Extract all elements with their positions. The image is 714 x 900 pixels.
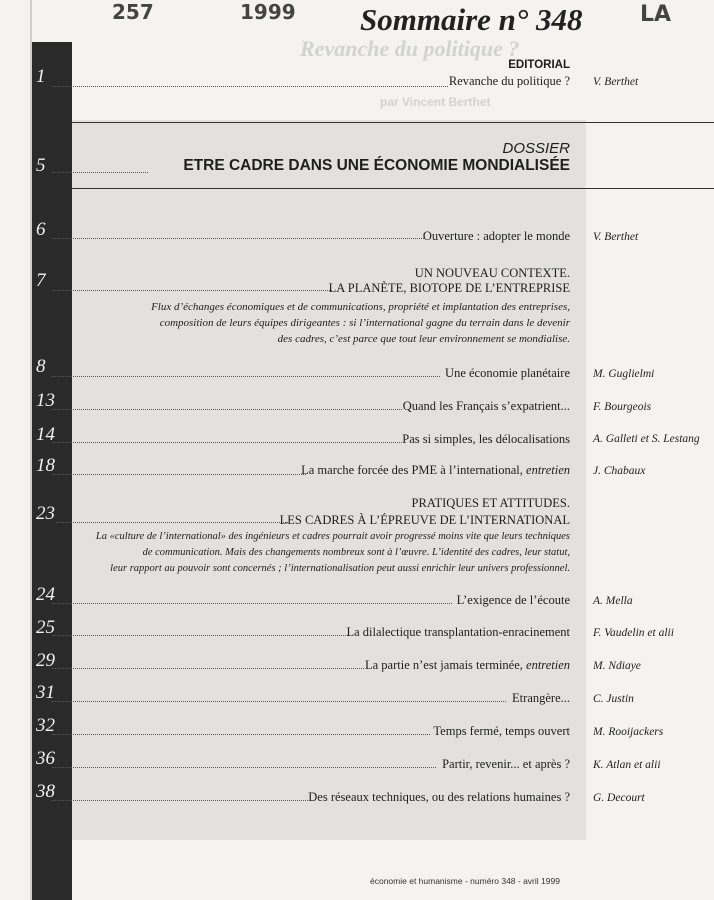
toc-author: M. Guglielmi [593, 368, 655, 380]
page-number: 13 [36, 390, 55, 411]
page-number: 5 [36, 155, 46, 176]
page-title: Sommaire n° 348 [360, 2, 583, 37]
editorial-label: EDITORIAL [508, 59, 570, 71]
page-number: 1 [36, 66, 46, 87]
toc-author: A. Galleti et S. Lestang [593, 433, 700, 445]
dot-leader [52, 734, 430, 735]
section-description: Flux d’échanges économiques et de communications, propriété et implantation des entreprises, composition de leurs équipes dirigeantes : si l’international gagne du terrain dans le devenir des cadres, c’est parce que tout leur environnement se mondialise. [151, 301, 570, 345]
section-heading[interactable]: LA PLANÈTE, BIOTOPE DE L’ENTREPRISE [328, 281, 570, 295]
dot-leader [52, 474, 306, 475]
toc-title[interactable]: Partir, revenir... et après ? [442, 757, 570, 771]
toc-author: M. Rooijackers [593, 726, 664, 738]
dot-leader [52, 238, 424, 239]
toc-author: A. Mella [593, 595, 633, 607]
toc-title[interactable]: Pas si simples, les délocalisations [402, 432, 570, 446]
dot-leader [52, 409, 402, 410]
dot-leader [52, 442, 402, 443]
toc-title[interactable]: L’exigence de l’écoute [456, 593, 570, 607]
toc-author: G. Decourt [593, 792, 645, 804]
dot-leader [52, 635, 348, 636]
page-number: 8 [36, 356, 46, 377]
dot-leader [52, 701, 506, 702]
section-heading[interactable]: LES CADRES À L’ÉPREUVE DE L’INTERNATIONAL [279, 513, 570, 527]
dot-leader [56, 522, 288, 523]
dot-leader [52, 767, 436, 768]
dot-leader [52, 668, 364, 669]
toc-author: K. Atlan et alii [593, 759, 661, 771]
toc-title[interactable]: La dilalectique transplantation-enracinement [346, 625, 570, 639]
handwritten-number: 257 [112, 0, 154, 24]
dot-leader [52, 290, 332, 291]
toc-author: V. Berthet [593, 76, 639, 88]
page-number: 6 [36, 219, 46, 240]
page-number: 25 [36, 617, 55, 638]
toc-author: C. Justin [593, 693, 634, 705]
page-number: 18 [36, 455, 55, 476]
toc-author: F. Bourgeois [593, 401, 652, 413]
section-divider [72, 122, 714, 123]
toc-title[interactable]: Quand les Français s’expatrient... [402, 399, 570, 413]
toc-title[interactable]: Temps fermé, temps ouvert [433, 724, 570, 738]
toc-author: J. Chabaux [593, 465, 646, 477]
handwritten-year: 1999 [240, 0, 296, 24]
toc-author: V. Berthet [593, 231, 639, 243]
section-heading: UN NOUVEAU CONTEXTE. [414, 266, 570, 280]
page-footer: économie et humanisme - numéro 348 - avril 1999 [370, 876, 560, 886]
toc-title[interactable]: La marche forcée des PME à l’international, entretien [301, 463, 570, 477]
handwritten-initials: LA [640, 2, 672, 27]
page-number: 14 [36, 424, 55, 445]
section-description: La «culture de l’international» des ingénieurs et cadres pourrait avoir progressé moins vite que leurs techniques de communication. Mais des changements nombreux sont à l’œuvre. L’identité des cadres, leur statut, leur rapport au pouvoir sont concernés ; l’internationalisation peut aussi enrichir leur univers professionnel. [95, 531, 570, 574]
toc-author: M. Ndiaye [593, 660, 641, 672]
toc-title[interactable]: Etrangère... [512, 691, 570, 705]
show-through-byline: par Vincent Berthet [380, 95, 491, 109]
toc-title[interactable]: Une économie planétaire [445, 366, 570, 380]
dossier-title[interactable]: ETRE CADRE DANS UNE ÉCONOMIE MONDIALISÉE [183, 157, 570, 174]
page-number: 24 [36, 584, 55, 605]
toc-title[interactable]: La partie n’est jamais terminée, entretien [364, 658, 570, 672]
dot-leader [52, 603, 452, 604]
toc-author: F. Vaudelin et alii [593, 627, 674, 639]
dossier-label: DOSSIER [502, 140, 570, 157]
page-number: 7 [36, 270, 46, 291]
dot-leader [52, 376, 440, 377]
page-number: 23 [36, 503, 55, 524]
page-number: 29 [36, 650, 55, 671]
page-number: 38 [36, 781, 55, 802]
dot-leader [52, 800, 308, 801]
section-heading: PRATIQUES ET ATTITUDES. [411, 496, 570, 510]
page-number: 32 [36, 715, 55, 736]
toc-title[interactable]: Ouverture : adopter le monde [422, 229, 570, 243]
section-divider [72, 188, 714, 189]
page-number: 31 [36, 682, 55, 703]
dot-leader [52, 172, 148, 173]
show-through-text: Revanche du politique ? [300, 36, 520, 61]
page-number: 36 [36, 748, 55, 769]
toc-title[interactable]: Des réseaux techniques, ou des relations humaines ? [308, 790, 570, 804]
dot-leader [52, 86, 448, 87]
toc-title[interactable]: Revanche du politique ? [448, 74, 570, 88]
